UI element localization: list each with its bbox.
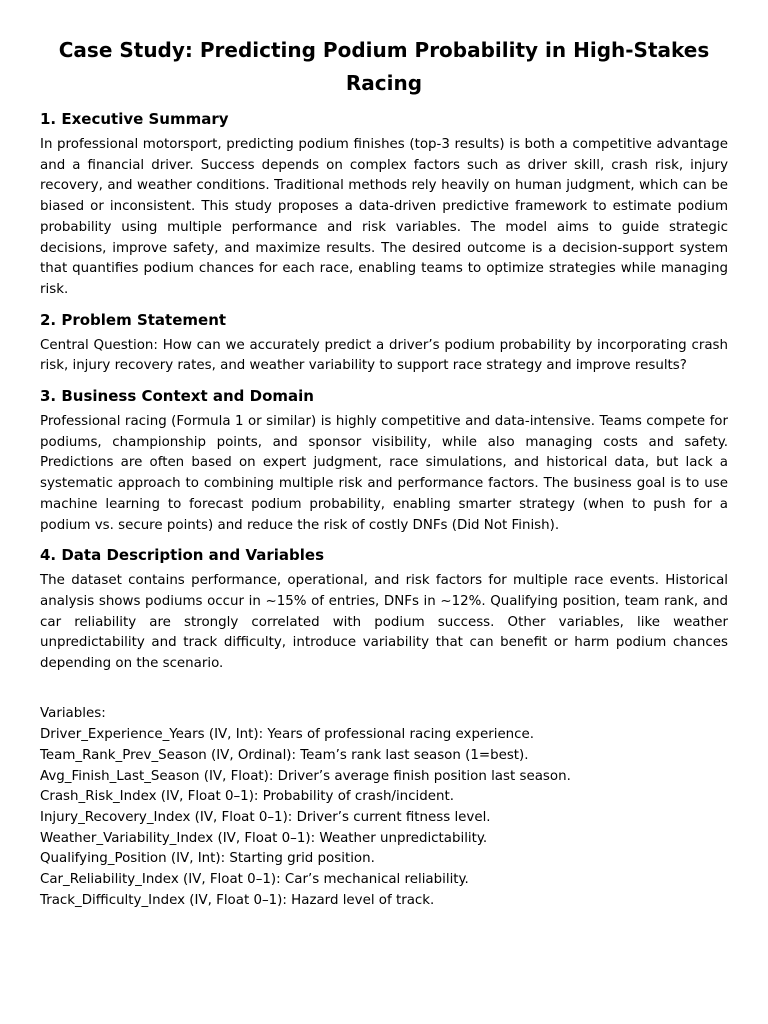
- section-data-description: [40, 545, 728, 911]
- section-heading: 2. Problem Statement: [40, 310, 227, 329]
- variable-item: Avg_Finish_Last_Season (IV, Float): Driver’s average finish position last season.: [40, 768, 571, 784]
- variable-item: Team_Rank_Prev_Season (IV, Ordinal): Team’s rank last season (1=best).: [40, 747, 529, 763]
- section-business-context: [40, 386, 728, 536]
- variable-item: Injury_Recovery_Index (IV, Float 0–1): Driver’s current fitness level.: [40, 809, 491, 825]
- variable-item: Crash_Risk_Index (IV, Float 0–1): Probability of crash/incident.: [40, 789, 454, 805]
- section-executive-summary: [40, 109, 728, 301]
- variable-item: Qualifying_Position (IV, Int): Starting grid position.: [40, 851, 375, 867]
- variable-item: Weather_Variability_Index (IV, Float 0–1): Weather unpredictability.: [40, 830, 488, 846]
- section-paragraph: In professional motorsport, predicting podium finishes (top-3 results) is both a competitive advantage and a financial driver. Success depends on complex factors such as driver skill, crash risk, injury recovery, and weather conditions. Traditional methods rely heavily on human judgment, which can be biased or inconsistent. This study proposes a data-driven predictive framework to estimate podium probability using multiple performance and risk variables. The model aims to guide strategic decisions, improve safety, and maximize results. The desired outcome is a decision-support system that quantifies podium chances for each race, enabling teams to optimize strategies while managing risk.: [40, 137, 728, 297]
- section-paragraph: The dataset contains performance, operational, and risk factors for multiple race events. Historical analysis shows podiums occur in ~15% of entries, DNFs in ~12%. Qualifying position, team rank, and car reliability are strongly correlated with podium success. Other variables, like weather unpredictability and track difficulty, introduce variability that can benefit or harm podium chances depending on the scenario.: [40, 573, 728, 672]
- variable-item: Car_Reliability_Index (IV, Float 0–1): Car’s mechanical reliability.: [40, 872, 469, 888]
- section-problem-statement: [40, 310, 728, 377]
- section-paragraph: Central Question: How can we accurately predict a driver’s podium probability by incorporating crash risk, injury recovery rates, and weather variability to support race strategy and improve results?: [40, 337, 728, 374]
- section-heading: 1. Executive Summary: [40, 110, 229, 128]
- paragraph-spacer: [40, 684, 728, 705]
- section-heading: 3. Business Context and Domain: [40, 387, 314, 406]
- variables-label: Variables:: [40, 706, 106, 722]
- variables-list: [40, 725, 728, 911]
- variable-item: Driver_Experience_Years (IV, Int): Years of professional racing experience.: [40, 727, 535, 743]
- variable-item: Track_Difficulty_Index (IV, Float 0–1): Hazard level of track.: [40, 892, 435, 908]
- section-heading: 4. Data Description and Variables: [40, 546, 324, 565]
- section-paragraph: Professional racing (Formula 1 or similar) is highly competitive and data-intensive. Teams compete for podiums, championship points, and sponsor visibility, while also managing costs and safety. Predictions are often based on expert judgment, race simulations, and historical data, but lack a systematic approach to combining multiple risk and performance factors. The business goal is to use machine learning to forecast podium probability, enabling smarter strategy (when to push for a podium vs. secure points) and reduce the risk of costly DNFs (Did Not Finish).: [40, 414, 728, 533]
- document-title: Case Study: Predicting Podium Probability in High-Stakes Racing: [58, 38, 710, 95]
